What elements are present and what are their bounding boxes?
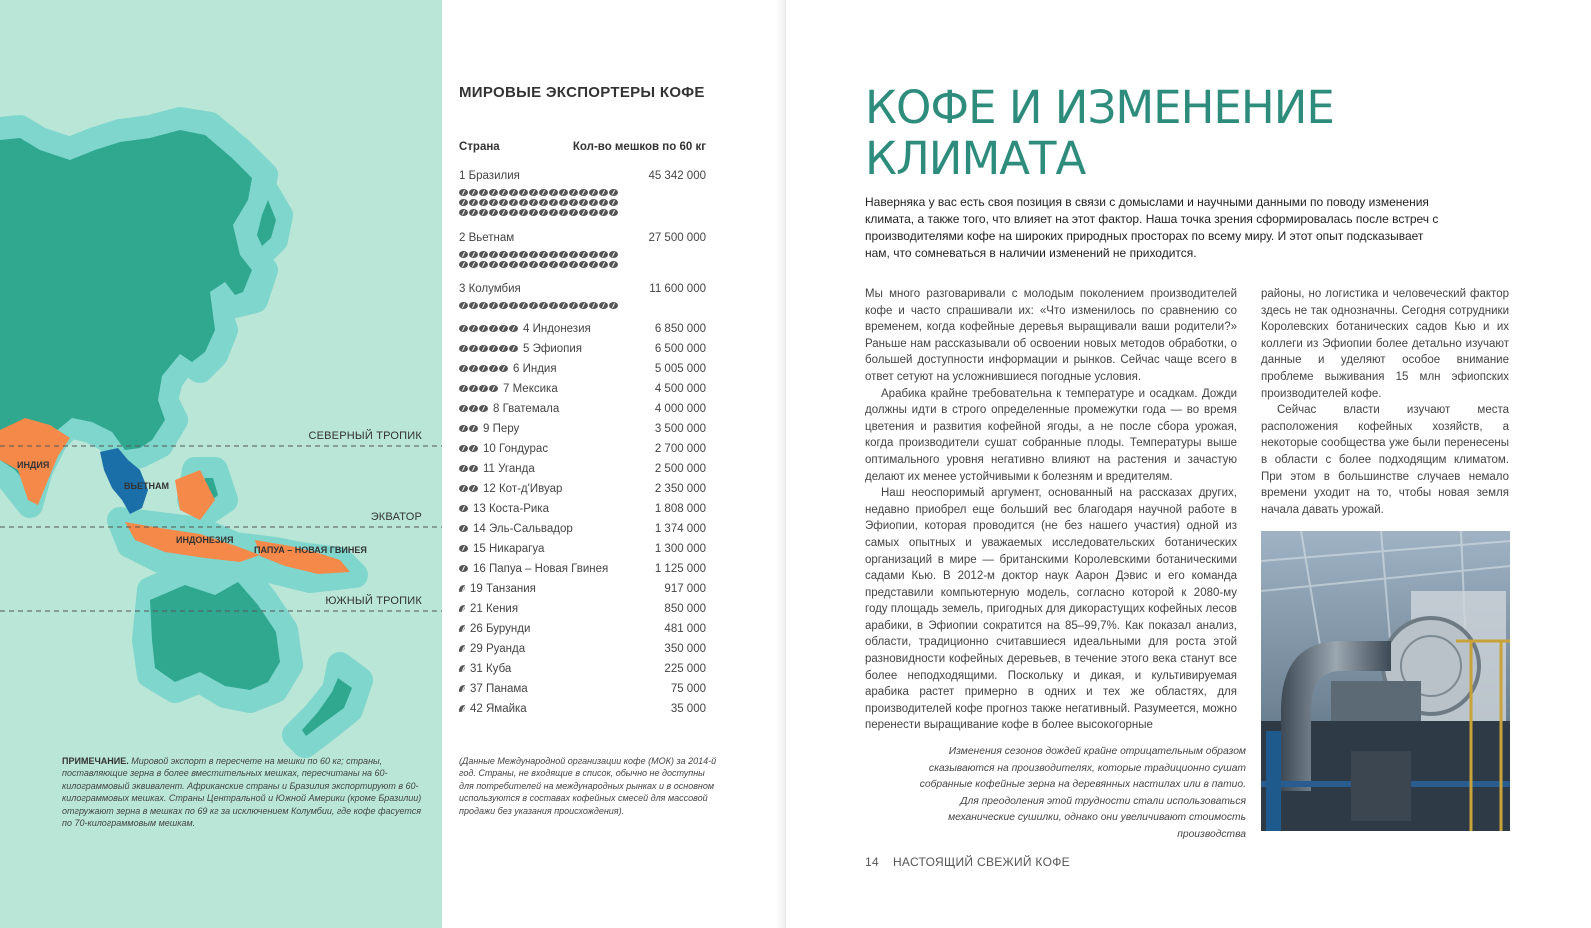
bean-icons [459,562,469,576]
exporter-bags: 350 000 [664,643,706,655]
coffee-bean-icon [479,405,488,412]
coffee-bean-icon [489,345,498,352]
exporter-row [459,682,706,696]
exporters-title: МИРОВЫЕ ЭКСПОРТЕРЫ КОФЕ [459,84,705,101]
coffee-bean-icon [549,189,558,196]
coffee-bean-icon [589,189,598,196]
coffee-bean-icon [579,261,588,268]
coffee-bean-icon [609,209,618,216]
exporter-bags: 4 000 000 [654,403,706,415]
bean-icons [459,682,466,696]
coffee-bean-icon [469,199,478,206]
exporter-row [459,362,706,376]
exporter-bags: 4 500 000 [654,383,706,395]
coffee-bean-icon [459,485,468,492]
coffee-bean-icon [559,261,568,268]
coffee-bean-icon [469,405,478,412]
coffee-bean-icon [609,261,618,268]
coffee-bean-icon [459,199,468,206]
coffee-dryer-photo [1261,531,1510,831]
coffee-bean-icon [499,365,508,372]
bean-icons [459,502,469,516]
coffee-bean-icon [599,251,608,258]
coffee-bean-icon [589,261,598,268]
exporter-row [459,622,706,636]
exporter-row [459,169,706,183]
exporter-country: 21 Кения [470,603,519,615]
exporter-country: 16 Папуа – Новая Гвинея [473,563,609,575]
coffee-bean-icon [589,251,598,258]
exporter-bags: 1 374 000 [654,523,706,535]
paragraph: Сейчас власти изучают места расположения кофейных хозяйств, а некоторые сообщества уже были перенесены в области с более подходящим климатом. При этом в большинстве случаев немало времени уходит на то, чтобы новая земля начала давать урожай. [1261,404,1509,516]
bean-icons [459,582,466,596]
exporter-country: 26 Бурунди [470,623,531,635]
coffee-bean-icon [479,365,488,372]
coffee-bean-icon [459,685,465,692]
coffee-bean-icon [539,261,548,268]
coffee-bean-icon [599,199,608,206]
bean-icon-block [459,188,639,218]
coffee-bean-icon [529,302,538,309]
exporter-row [459,322,706,336]
coffee-bean-icon [479,345,488,352]
coffee-bean-icon [479,209,488,216]
coffee-bean-icon [509,261,518,268]
article-lead: Наверняка у вас есть своя позиция в связи с домыслами и научными данными по поводу изменения климата, а также того, что влияет на этот фактор. Наша точка зрения сформировалась после встреч с производителями кофе на широких природных просторах по всему миру. И этот опыт подсказывает нам, что сомневаться в наличии изменений не приходится. [865,195,1439,260]
coffee-bean-icon [599,302,608,309]
coffee-bean-icon [499,345,508,352]
coffee-bean-icon [459,585,465,592]
exporter-country: 14 Эль-Сальвадор [473,523,573,535]
coffee-bean-icon [459,189,468,196]
bean-icon-block [459,301,639,311]
coffee-bean-icon [519,251,528,258]
coffee-bean-icon [459,261,468,268]
coffee-bean-icon [459,345,468,352]
column-bags: Кол-во мешков по 60 кг [572,141,706,153]
paragraph: районы, но логистика и человеческий фактор здесь не так однозначны. Сегодня сотрудники Королевских ботанических садов Кью и их коллеги из Эфиопии более детально изучают данные и уделяют особое внимание проблеме выживания 15 млн эфиопских производителей кофе. [1261,288,1509,400]
coffee-bean-icon [459,251,468,258]
bean-icons [459,602,466,616]
coffee-bean-icon [489,261,498,268]
coffee-bean-icon [529,251,538,258]
coffee-bean-icon [579,189,588,196]
exporter-row [459,482,706,496]
coffee-bean-icon [519,302,528,309]
equator-label: ЭКВАТОР [370,511,422,523]
article-page [785,0,1591,928]
coffee-bean-icon [559,302,568,309]
coffee-bean-icon [569,199,578,206]
coffee-bean-icon [489,199,498,206]
coffee-bean-icon [549,199,558,206]
coffee-bean-icon [589,209,598,216]
coffee-bean-icon [469,445,478,452]
coffee-bean-icon [569,189,578,196]
coffee-bean-icon [509,209,518,216]
exporter-bags: 5 005 000 [654,363,706,375]
page-footer [865,855,1070,869]
exporter-country: 42 Ямайка [470,703,527,715]
coffee-bean-icon [459,545,468,552]
coffee-bean-icon [519,209,528,216]
photo-caption: Изменения сезонов дождей крайне отрицательным образом сказываются на производителях, которые традиционно сушат собранные кофейные зерна на деревянных настилах или в патио. Для преодоления этой трудности стали использоваться механические сушилки, однако они увеличивают стоимость производства [919,746,1246,840]
exporter-row [459,542,706,556]
exporter-bags: 6 500 000 [654,343,706,355]
coffee-bean-icon [469,485,478,492]
exporter-bags: 1 808 000 [654,503,706,515]
coffee-bean-icon [539,189,548,196]
coffee-bean-icon [529,261,538,268]
exporter-bags: 850 000 [664,603,706,615]
coffee-bean-icon [549,302,558,309]
map-panel [0,0,442,928]
coffee-bean-icon [609,189,618,196]
exporter-country: 1 Бразилия [459,170,520,182]
coffee-bean-icon [579,209,588,216]
map-label-india: ИНДИЯ [17,460,50,470]
exporter-bags: 1 300 000 [654,543,706,555]
coffee-bean-icon [479,302,488,309]
coffee-bean-icon [539,302,548,309]
exporter-country: 19 Танзания [470,583,536,595]
exporter-country: 11 Уганда [483,463,535,475]
coffee-bean-icon [479,261,488,268]
bean-icon-block [459,250,639,270]
exporter-country: 37 Панама [470,683,528,695]
coffee-bean-icon [549,261,558,268]
bean-icons [459,442,479,456]
coffee-bean-icon [559,199,568,206]
exporter-country: 4 Индонезия [523,323,591,335]
coffee-bean-icon [459,325,468,332]
coffee-bean-icon [469,465,478,472]
exporter-country: 3 Колумбия [459,283,521,295]
coffee-bean-icon [469,209,478,216]
coffee-bean-icon [599,209,608,216]
coffee-bean-icon [459,625,465,632]
exporter-row [459,602,706,616]
paragraph: Арабика крайне требовательна к температуре и осадкам. Дожди должны идти в строго определенные промежутки года — во время цветения и развития кофейной ягоды, а не после сбора урожая, когда производители сушат собранные плоды. Температуры выше оптимального уровня негативно влияют на растения и зачастую делают их менее устойчивыми к болезням и вредителям. [865,387,1237,483]
exporter-row [459,562,706,576]
coffee-bean-icon [459,505,468,512]
coffee-bean-icon [479,385,488,392]
exporter-bags: 2 700 000 [654,443,706,455]
coffee-bean-icon [509,199,518,206]
bean-icons [459,382,499,396]
exporter-bags: 35 000 [670,703,706,715]
exporter-country: 12 Кот-д'Ивуар [483,483,563,495]
bean-icons [459,622,466,636]
bean-icons [459,402,489,416]
exporter-country: 7 Мексика [503,383,558,395]
coffee-bean-icon [519,199,528,206]
coffee-bean-icon [539,199,548,206]
exporter-country: 6 Индия [513,363,557,375]
northern-tropic-label: СЕВЕРНЫЙ ТРОПИК [308,430,422,442]
exporter-country: 5 Эфиопия [523,343,583,355]
coffee-bean-icon [519,189,528,196]
book-title: НАСТОЯЩИЙ СВЕЖИЙ КОФЕ [892,855,1070,869]
bean-icons [459,462,479,476]
coffee-bean-icon [609,302,618,309]
exporter-bags: 11 600 000 [649,283,706,295]
coffee-bean-icon [509,251,518,258]
coffee-bean-icon [479,251,488,258]
exporter-row [459,462,706,476]
map-label-papua: ПАПУА – НОВАЯ ГВИНЕЯ [254,545,367,555]
coffee-bean-icon [469,251,478,258]
coffee-bean-icon [459,665,465,672]
article-title: КОФЕ И ИЗМЕНЕНИЕ КЛИМАТА [865,81,1334,185]
exporter-row [459,642,706,656]
map-label-indonesia: ИНДОНЕЗИЯ [176,535,234,545]
coffee-bean-icon [579,251,588,258]
coffee-bean-icon [469,365,478,372]
exporters-header [459,141,706,153]
map-label-vietnam: ВЬЕТНАМ [124,481,169,491]
exporter-country: 29 Руанда [470,643,526,655]
map-note [62,755,427,829]
coffee-bean-icon [489,385,498,392]
coffee-bean-icon [519,261,528,268]
coffee-bean-icon [459,302,468,309]
exporter-bags: 225 000 [664,663,706,675]
exporter-row [459,402,706,416]
coffee-bean-icon [499,261,508,268]
coffee-bean-icon [609,199,618,206]
exporter-row [459,422,706,436]
exporter-bags: 6 850 000 [654,323,706,335]
coffee-bean-icon [529,199,538,206]
exporter-row [459,702,706,716]
coffee-bean-icon [459,565,468,572]
coffee-bean-icon [569,251,578,258]
coffee-bean-icon [499,251,508,258]
coffee-bean-icon [459,645,465,652]
exporter-row [459,282,706,296]
coffee-bean-icon [459,445,468,452]
coffee-bean-icon [469,345,478,352]
coffee-bean-icon [499,199,508,206]
coffee-bean-icon [459,465,468,472]
coffee-bean-icon [559,189,568,196]
coffee-bean-icon [479,189,488,196]
exporter-country: 13 Коста-Рика [473,503,549,515]
coffee-bean-icon [489,365,498,372]
coffee-bean-icon [589,199,598,206]
exporter-country: 2 Вьетнам [459,232,515,244]
coffee-bean-icon [489,251,498,258]
exporter-row [459,442,706,456]
exporter-country: 10 Гондурас [483,443,549,455]
page-gutter [775,0,785,928]
exporter-row [459,582,706,596]
coffee-bean-icon [509,189,518,196]
coffee-bean-icon [539,251,548,258]
column-country: Страна [459,141,500,153]
coffee-bean-icon [459,405,468,412]
exporter-bags: 481 000 [664,623,706,635]
map-note-label: ПРИМЕЧАНИЕ. [62,756,129,766]
coffee-bean-icon [539,209,548,216]
coffee-bean-icon [559,251,568,258]
coffee-bean-icon [609,251,618,258]
exporter-bags: 2 500 000 [654,463,706,475]
bean-icons [459,322,519,336]
exporters-panel [442,0,785,928]
coffee-bean-icon [549,251,558,258]
coffee-bean-icon [509,345,518,352]
coffee-bean-icon [569,302,578,309]
bean-icons [459,422,479,436]
coffee-bean-icon [579,302,588,309]
coffee-bean-icon [499,209,508,216]
coffee-bean-icon [499,302,508,309]
bean-icons [459,662,466,676]
coffee-bean-icon [459,385,468,392]
paragraph: Наш неоспоримый аргумент, основанный на рассказах других, недавно приобрел еще больший вес благодаря научной работе в Эфиопии, которая проводится (не без нашего участия) одной из самых опытных и уважаемых исследовательских ботанических организаций в мире — британскими Королевскими ботаническими садами Кью. В 2012-м доктор наук Аарон Дэвис и его команда представили компьютерную модель, согласно которой к 2080-му году площадь земель, пригодных для дикорастущих кофейных лесов арабики, в Эфиопии сократится на 85–99,7%. Как показал анализ, области, традиционно считавшиеся идеальными для роста этой разновидности кофейных деревьев, в течение этого века станут все более неподходящими. Поскольку и дикая, и культивируемая арабика растет примерно в одних и тех же областях, для производителей кофе прогноз также негативный. Разумеется, можно перенести выращивание кофе в более высокогорные [865,487,1237,732]
coffee-bean-icon [459,425,468,432]
coffee-bean-icon [569,209,578,216]
exporter-row [459,502,706,516]
exporter-bags: 75 000 [670,683,706,695]
bean-icons [459,342,519,356]
exporter-row [459,662,706,676]
exporter-bags: 27 500 000 [648,232,706,244]
coffee-bean-icon [489,325,498,332]
coffee-bean-icon [529,189,538,196]
article-column-2 [1261,286,1509,518]
bean-icons [459,702,466,716]
coffee-bean-icon [549,209,558,216]
exporter-row [459,342,706,356]
coffee-bean-icon [569,261,578,268]
exporter-country: 9 Перу [483,423,520,435]
paragraph: Мы много разговаривали с молодым поколением производителей кофе и часто спрашивали их: «Что изменилось по сравнению со временем, когда кофейные деревья выращивали ваши родители?» Раньше нам рассказывали об освоении новых методов обработки, о большей доступности информации и рынков. Сейчас чаще всего в ответ сетуют на усложнившиеся погодные условия. [865,288,1237,383]
coffee-bean-icon [509,325,518,332]
coffee-bean-icon [469,325,478,332]
coffee-bean-icon [459,525,468,532]
coffee-bean-icon [579,199,588,206]
coffee-bean-icon [499,189,508,196]
coffee-bean-icon [489,189,498,196]
exporter-bags: 3 500 000 [654,423,706,435]
coffee-bean-icon [459,365,468,372]
exporter-bags: 2 350 000 [654,483,706,495]
exporter-row [459,382,706,396]
coffee-bean-icon [489,302,498,309]
coffee-bean-icon [469,261,478,268]
southern-tropic-label: ЮЖНЫЙ ТРОПИК [325,595,422,607]
bean-icons [459,362,509,376]
coffee-bean-icon [499,325,508,332]
exporter-bags: 45 342 000 [648,170,706,182]
exporter-country: 31 Куба [470,663,512,675]
coffee-bean-icon [459,605,465,612]
coffee-dryer-illustration [1261,531,1510,831]
exporters-note: (Данные Международной организации кофе (МОК) за 2014-й год. Страны, не входящие в список, обычно не доступны для потребителей на международных рынках и в основном используются в составах кофейных смесей для массовой продажи без указания происхождения). [459,756,717,816]
page-number: 14 [865,855,879,869]
coffee-bean-icon [469,425,478,432]
coffee-bean-icon [509,302,518,309]
coffee-bean-icon [459,209,468,216]
coffee-bean-icon [599,189,608,196]
bean-icons [459,482,479,496]
exporter-row [459,231,706,245]
exporter-country: 8 Гватемала [493,403,560,415]
article-column-1 [865,286,1237,734]
coffee-bean-icon [469,302,478,309]
exporter-row [459,522,706,536]
coffee-bean-icon [469,385,478,392]
exporter-country: 15 Никарагуа [473,543,545,555]
coffee-bean-icon [599,261,608,268]
coffee-bean-icon [479,325,488,332]
coffee-bean-icon [479,199,488,206]
exporter-bags: 917 000 [664,583,706,595]
coffee-bean-icon [469,189,478,196]
bean-icons [459,542,469,556]
coffee-bean-icon [529,209,538,216]
exporter-bags: 1 125 000 [654,563,706,575]
coffee-bean-icon [489,209,498,216]
coffee-bean-icon [589,302,598,309]
bean-icons [459,522,469,536]
bean-icons [459,642,466,656]
coffee-bean-icon [459,705,465,712]
coffee-bean-icon [559,209,568,216]
map-note-text: Мировой экспорт в пересчете на мешки по 60 кг; страны, поставляющие зерна в более вместительных мешках, пересчитаны на 60-килограммовый эквивалент. Африканские страны и Бразилия экспортируют в 60-килограммовых мешках. Страны Центральной и Южной Америки (кроме Бразилии) отгружают зерна в мешках по 69 кг за исключением Колумбии, где кофе фасуется по 70-килограммовым мешкам. [62,756,422,829]
